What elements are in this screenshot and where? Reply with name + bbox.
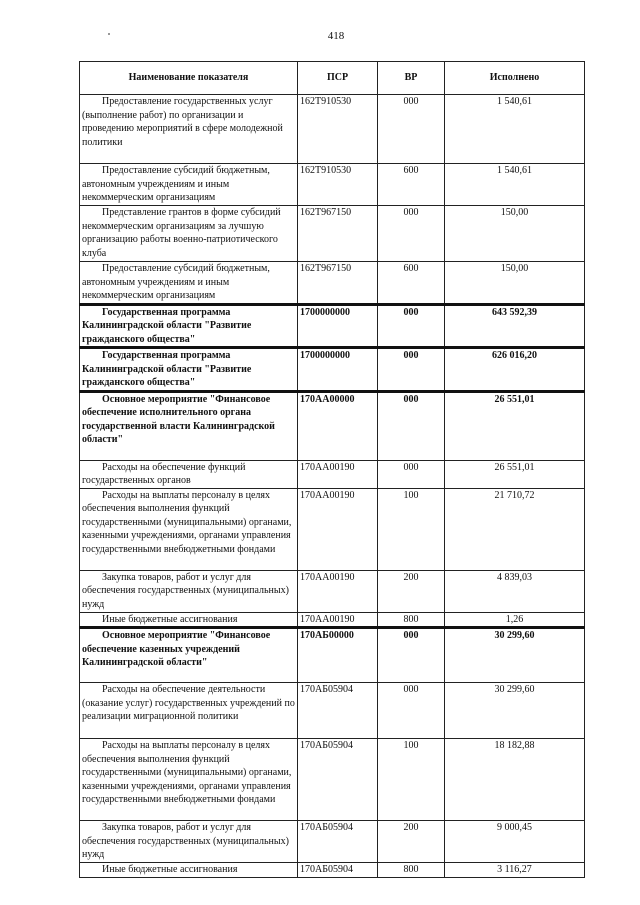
row-psr: 170АБ05904 bbox=[298, 683, 378, 739]
table-row bbox=[80, 863, 585, 878]
row-value: 4 839,03 bbox=[445, 570, 585, 612]
row-vr: 000 bbox=[378, 628, 445, 683]
row-name: Представление грантов в форме субсидий некоммерческим организациям за лучшую организацию работы военно-патриотического клуба bbox=[80, 206, 298, 262]
table-row bbox=[80, 391, 585, 460]
table-row bbox=[80, 488, 585, 570]
row-name: Расходы на выплаты персоналу в целях обеспечения выполнения функций государственными (муниципальными) органами, казенными учреждениями, органами управления государственными внебюджетными фондами bbox=[80, 739, 298, 821]
table-row bbox=[80, 95, 585, 164]
header-psr: ПСР bbox=[298, 62, 378, 95]
row-value: 150,00 bbox=[445, 262, 585, 305]
header-name: Наименование показателя bbox=[80, 62, 298, 95]
report-table bbox=[79, 61, 585, 878]
row-name: Закупка товаров, работ и услуг для обеспечения государственных (муниципальных) нужд bbox=[80, 570, 298, 612]
row-vr: 100 bbox=[378, 739, 445, 821]
row-name: Иные бюджетные ассигнования bbox=[80, 612, 298, 628]
scan-speck bbox=[108, 33, 110, 35]
row-vr: 100 bbox=[378, 488, 445, 570]
row-name: Предоставление субсидий бюджетным, автономным учреждениям и иным некоммерческим организациям bbox=[80, 262, 298, 305]
table-row bbox=[80, 821, 585, 863]
row-vr: 000 bbox=[378, 348, 445, 392]
row-value: 1 540,61 bbox=[445, 95, 585, 164]
row-value: 643 592,39 bbox=[445, 304, 585, 348]
row-value: 626 016,20 bbox=[445, 348, 585, 392]
row-value: 30 299,60 bbox=[445, 628, 585, 683]
table-row bbox=[80, 304, 585, 348]
table-row bbox=[80, 683, 585, 739]
row-vr: 000 bbox=[378, 206, 445, 262]
row-value: 3 116,27 bbox=[445, 863, 585, 878]
row-value: 18 182,88 bbox=[445, 739, 585, 821]
row-psr: 162T967150 bbox=[298, 262, 378, 305]
row-psr: 1700000000 bbox=[298, 348, 378, 392]
row-psr: 170АА00190 bbox=[298, 612, 378, 628]
row-name: Расходы на обеспечение деятельности (оказание услуг) государственных учреждений по реализации миграционной политики bbox=[80, 683, 298, 739]
row-value: 9 000,45 bbox=[445, 821, 585, 863]
row-psr: 162T967150 bbox=[298, 206, 378, 262]
table-header-row bbox=[80, 62, 585, 95]
row-psr: 170АА00000 bbox=[298, 391, 378, 460]
row-value: 21 710,72 bbox=[445, 488, 585, 570]
row-value: 1 540,61 bbox=[445, 164, 585, 206]
row-psr: 162T910530 bbox=[298, 164, 378, 206]
header-executed: Исполнено bbox=[445, 62, 585, 95]
row-vr: 600 bbox=[378, 164, 445, 206]
row-name: Расходы на обеспечение функций государственных органов bbox=[80, 460, 298, 488]
row-name: Государственная программа Калининградской области "Развитие гражданского общества" bbox=[80, 304, 298, 348]
row-psr: 170АБ05904 bbox=[298, 821, 378, 863]
row-psr: 170АБ05904 bbox=[298, 739, 378, 821]
row-psr: 162T910530 bbox=[298, 95, 378, 164]
row-vr: 200 bbox=[378, 821, 445, 863]
row-vr: 000 bbox=[378, 95, 445, 164]
row-name: Государственная программа Калининградской области "Развитие гражданского общества" bbox=[80, 348, 298, 392]
row-vr: 000 bbox=[378, 460, 445, 488]
table-row bbox=[80, 612, 585, 628]
row-psr: 170АА00190 bbox=[298, 570, 378, 612]
row-value: 26 551,01 bbox=[445, 460, 585, 488]
row-vr: 200 bbox=[378, 570, 445, 612]
row-vr: 800 bbox=[378, 863, 445, 878]
table-row bbox=[80, 570, 585, 612]
row-value: 26 551,01 bbox=[445, 391, 585, 460]
table-row bbox=[80, 164, 585, 206]
row-name: Основное мероприятие "Финансовое обеспечение исполнительного органа государственной власти Калининградской области" bbox=[80, 391, 298, 460]
row-vr: 800 bbox=[378, 612, 445, 628]
row-name: Закупка товаров, работ и услуг для обеспечения государственных (муниципальных) нужд bbox=[80, 821, 298, 863]
table-row bbox=[80, 206, 585, 262]
table-row bbox=[80, 262, 585, 305]
row-psr: 170АА00190 bbox=[298, 460, 378, 488]
table-row bbox=[80, 348, 585, 392]
row-name: Предоставление субсидий бюджетным, автономным учреждениям и иным некоммерческим организациям bbox=[80, 164, 298, 206]
row-psr: 170АБ00000 bbox=[298, 628, 378, 683]
header-vr: ВР bbox=[378, 62, 445, 95]
row-value: 150,00 bbox=[445, 206, 585, 262]
table-row bbox=[80, 628, 585, 683]
row-value: 1,26 bbox=[445, 612, 585, 628]
row-psr: 170АБ05904 bbox=[298, 863, 378, 878]
row-name: Предоставление государственных услуг (выполнение работ) по организации и проведению мероприятий в сфере молодежной политики bbox=[80, 95, 298, 164]
row-value: 30 299,60 bbox=[445, 683, 585, 739]
row-vr: 000 bbox=[378, 683, 445, 739]
row-psr: 170АА00190 bbox=[298, 488, 378, 570]
row-vr: 600 bbox=[378, 262, 445, 305]
row-psr: 1700000000 bbox=[298, 304, 378, 348]
row-name: Иные бюджетные ассигнования bbox=[80, 863, 298, 878]
table-row bbox=[80, 460, 585, 488]
page-number: 418 bbox=[327, 30, 345, 42]
row-name: Основное мероприятие "Финансовое обеспечение казенных учреждений Калининградской области" bbox=[80, 628, 298, 683]
row-vr: 000 bbox=[378, 304, 445, 348]
row-vr: 000 bbox=[378, 391, 445, 460]
table-row bbox=[80, 739, 585, 821]
row-name: Расходы на выплаты персоналу в целях обеспечения выполнения функций государственными (муниципальными) органами, казенными учреждениями, органами управления государственными внебюджетными фондами bbox=[80, 488, 298, 570]
